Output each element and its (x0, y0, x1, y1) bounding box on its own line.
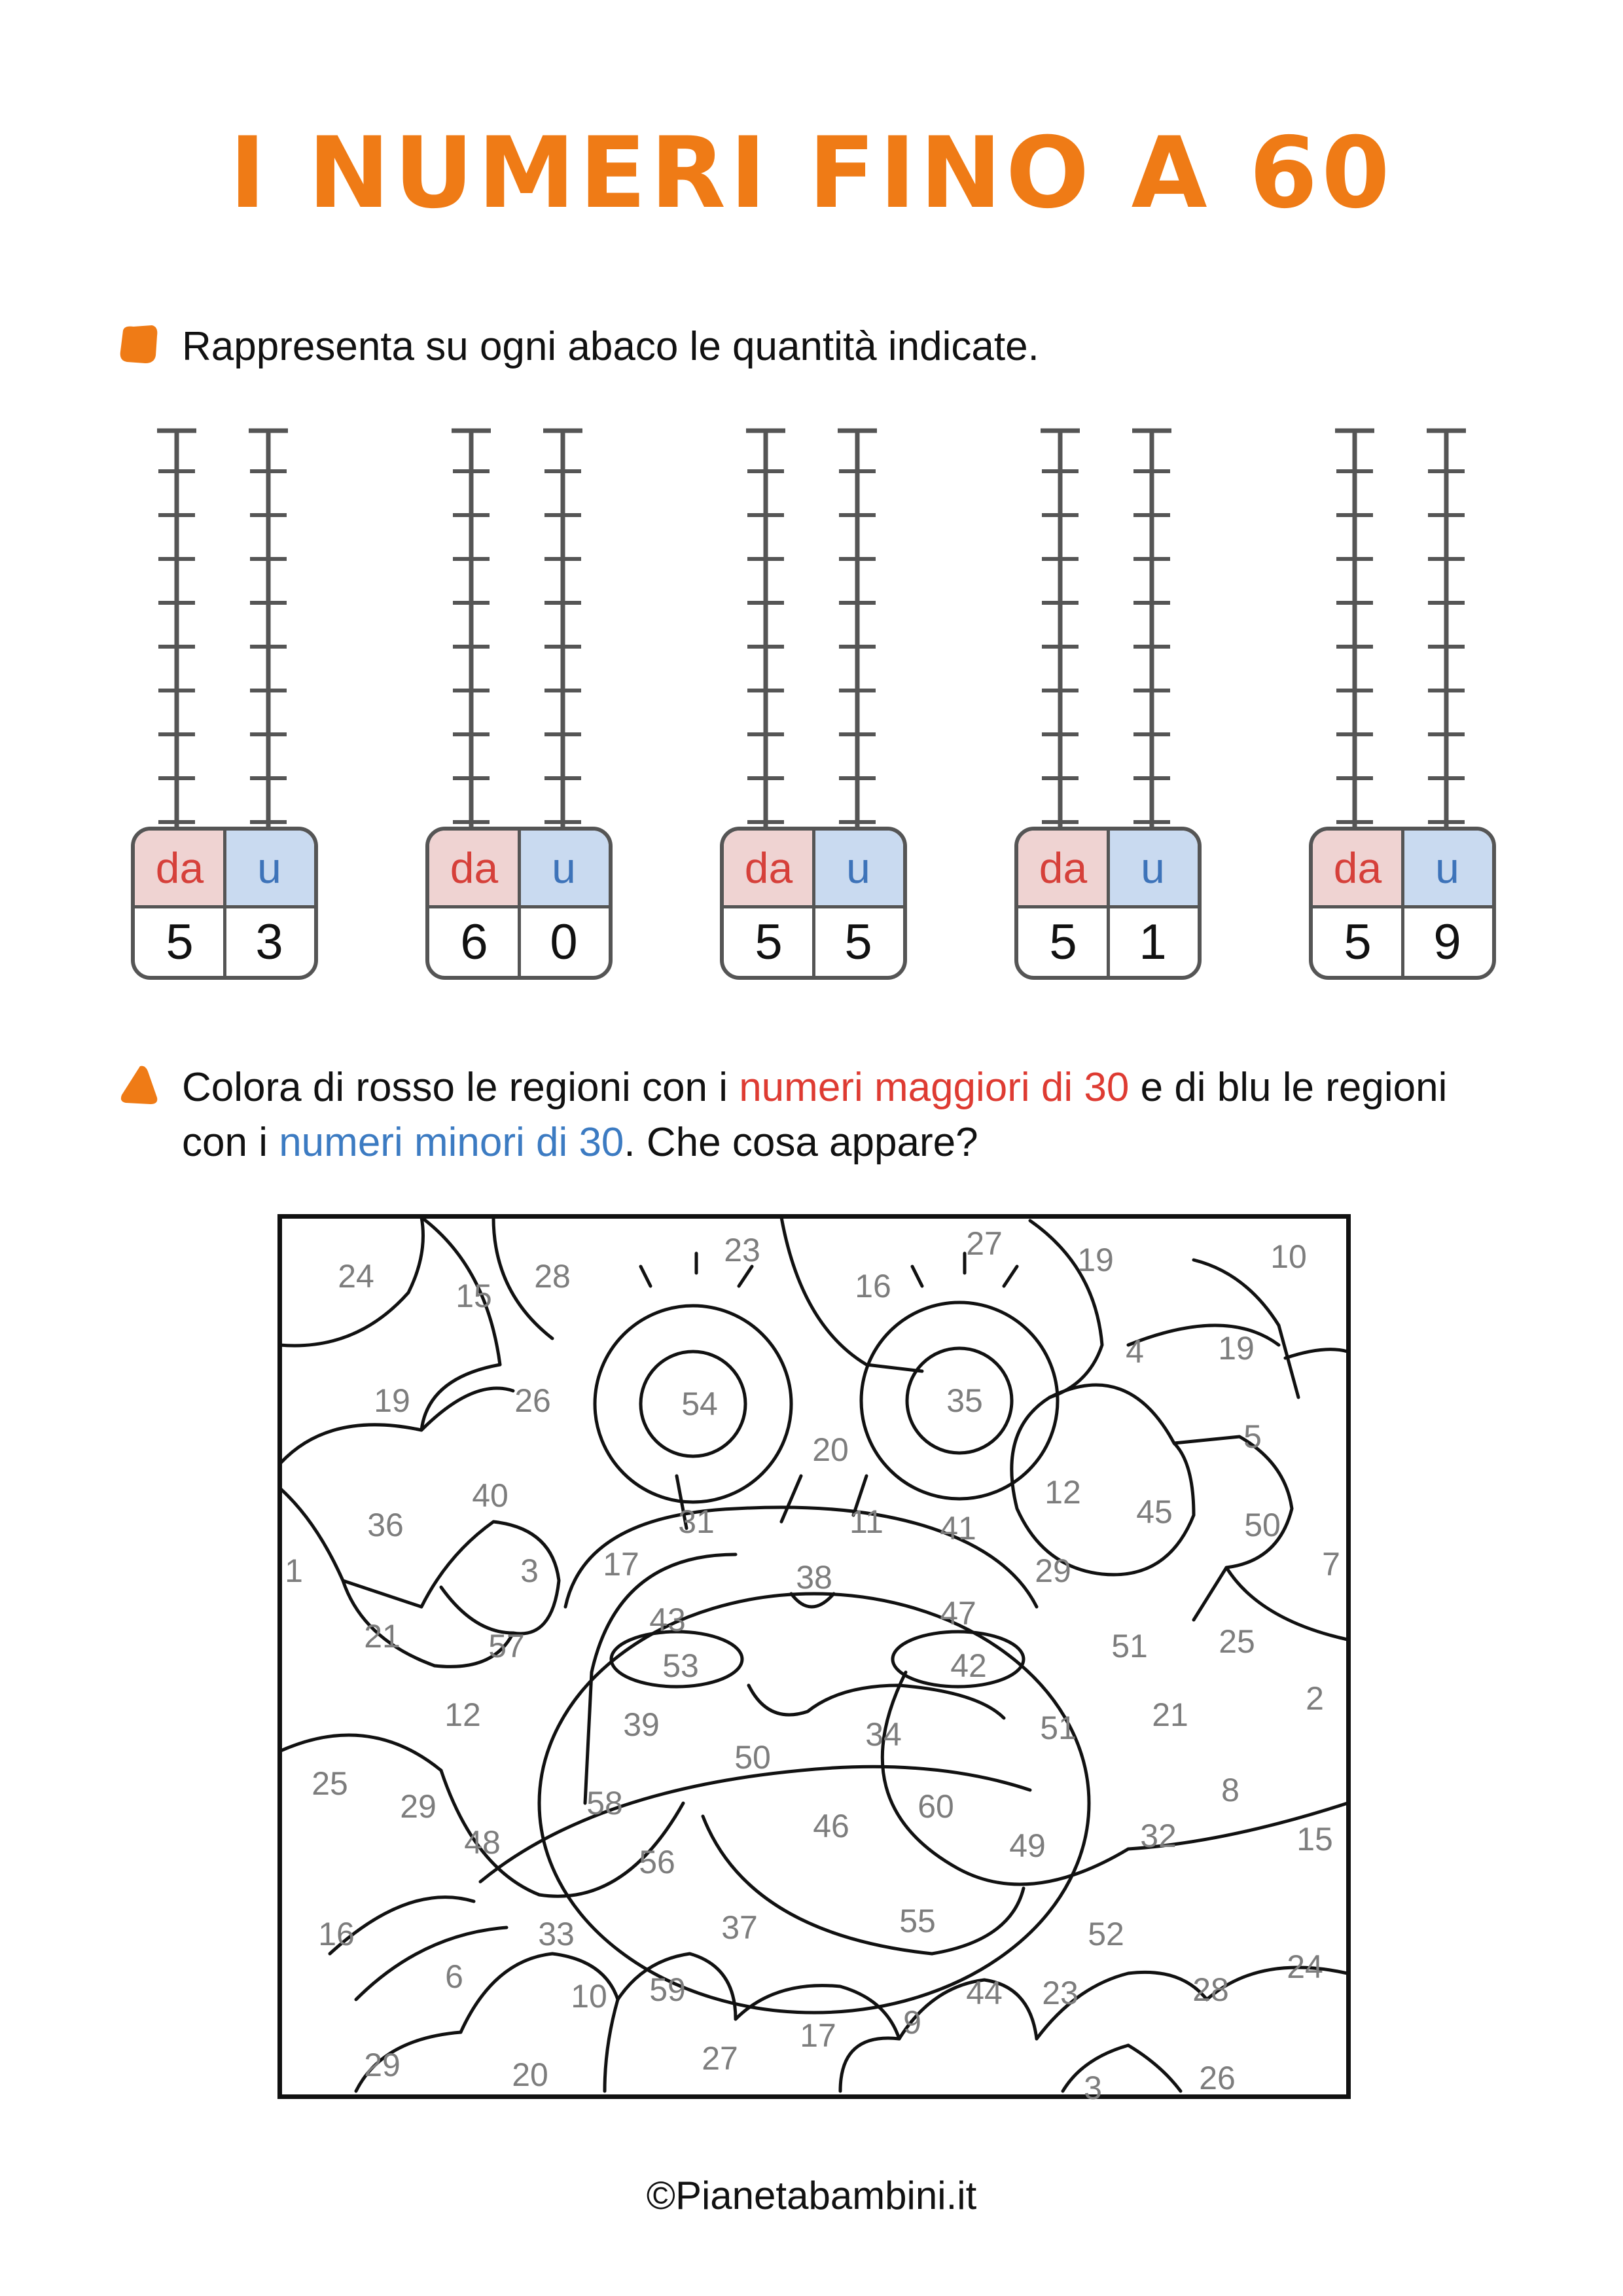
instruction-blue-highlight: numeri minori di 30 (279, 1120, 624, 1165)
region-number: 16 (855, 1268, 891, 1304)
region-number: 19 (1218, 1330, 1255, 1367)
region-number: 20 (512, 2056, 548, 2093)
region-number: 37 (721, 1909, 758, 1946)
abacus-value-box (1014, 827, 1202, 980)
region-number: 53 (662, 1647, 699, 1684)
region-number: 58 (586, 1785, 623, 1821)
instruction-red-highlight: numeri maggiori di 30 (739, 1065, 1130, 1110)
region-number: 9 (903, 2004, 921, 2041)
region-number: 42 (950, 1647, 987, 1684)
region-number: 35 (946, 1382, 983, 1419)
abacus-rods (720, 419, 916, 838)
region-number: 26 (1199, 2060, 1236, 2096)
region-number: 3 (520, 1552, 539, 1589)
region-number: 25 (1219, 1623, 1255, 1660)
units-header: u (1108, 831, 1198, 905)
region-number: 55 (899, 1903, 936, 1939)
region-number: 40 (472, 1477, 508, 1514)
region-number: 48 (464, 1824, 501, 1861)
region-number: 47 (940, 1595, 976, 1632)
picture-outlines (277, 1214, 1351, 2099)
instruction-text-3: . Che cosa appare? (624, 1120, 978, 1165)
region-number: 50 (734, 1739, 771, 1776)
region-number: 6 (445, 1958, 463, 1995)
region-number: 21 (364, 1618, 401, 1655)
units-header: u (1402, 831, 1492, 905)
region-number: 15 (1296, 1821, 1333, 1857)
color-by-number-picture (277, 1214, 1351, 2106)
region-number: 28 (1192, 1971, 1229, 2008)
region-number: 24 (338, 1258, 374, 1295)
region-number: 12 (1044, 1474, 1081, 1511)
region-number: 41 (940, 1510, 976, 1547)
region-number: 19 (374, 1382, 410, 1419)
tens-header: da (1313, 831, 1402, 905)
tens-header: da (724, 831, 813, 905)
region-number: 12 (444, 1696, 481, 1733)
region-number: 17 (603, 1546, 639, 1583)
abacus-2 (425, 419, 622, 995)
region-number: 52 (1088, 1916, 1124, 1952)
units-value: 3 (255, 914, 283, 970)
region-number: 44 (966, 1975, 1003, 2011)
region-number: 34 (865, 1716, 902, 1753)
orange-bullet-square-icon (118, 324, 160, 366)
abacus-rods (1014, 419, 1211, 838)
region-number: 17 (800, 2017, 836, 2054)
region-number: 4 (1126, 1333, 1144, 1370)
abacus-value-box (1309, 827, 1496, 980)
region-number: 10 (1270, 1238, 1307, 1275)
abacus-rods (131, 419, 327, 838)
abacus-1 (131, 419, 327, 995)
region-number: 49 (1009, 1827, 1046, 1864)
region-number: 5 (1243, 1418, 1262, 1455)
units-value: 1 (1139, 914, 1167, 970)
region-number: 26 (514, 1382, 551, 1419)
region-number: 11 (849, 1503, 883, 1540)
region-number: 7 (1322, 1546, 1340, 1583)
region-number: 32 (1140, 1818, 1177, 1854)
region-number: 43 (649, 1602, 686, 1638)
region-number: 51 (1111, 1628, 1148, 1664)
region-number: 29 (400, 1788, 437, 1825)
region-number: 50 (1244, 1507, 1281, 1543)
region-number: 56 (639, 1844, 675, 1880)
region-number: 60 (918, 1788, 954, 1825)
region-number: 20 (812, 1431, 849, 1468)
units-header: u (813, 831, 903, 905)
tens-value: 5 (1344, 914, 1372, 970)
region-number: 36 (367, 1507, 404, 1543)
region-number: 15 (455, 1278, 492, 1314)
region-number: 10 (571, 1978, 607, 2015)
abacus-4 (1014, 419, 1211, 995)
region-number: 51 (1040, 1710, 1077, 1746)
instruction-text-2: e di blu le regioni con i (182, 1065, 1448, 1165)
units-value: 9 (1433, 914, 1461, 970)
tens-value: 5 (166, 914, 194, 970)
tens-header: da (1018, 831, 1108, 905)
region-number: 57 (488, 1628, 525, 1664)
region-number: 1 (285, 1552, 303, 1589)
tens-value: 5 (755, 914, 783, 970)
region-number: 8 (1221, 1772, 1240, 1808)
units-value: 0 (550, 914, 578, 970)
region-number: 39 (623, 1706, 660, 1743)
region-number: 27 (702, 2040, 738, 2077)
units-header: u (519, 831, 609, 905)
abacus-rods (425, 419, 622, 838)
abacus-value-box (131, 827, 318, 980)
abacus-5 (1309, 419, 1505, 995)
region-number: 59 (649, 1971, 686, 2008)
region-number: 24 (1287, 1948, 1323, 1985)
instruction-abacus: Rappresenta su ogni abaco le quantità indicate. (182, 324, 1039, 369)
abacus-rods (1309, 419, 1505, 838)
instruction-text-1: Colora di rosso le regioni con i (182, 1065, 740, 1110)
tens-value: 6 (460, 914, 488, 970)
instruction-coloring (182, 1060, 1478, 1170)
page-title: I NUMERI FINO A 60 (229, 117, 1394, 230)
orange-bullet-triangle-icon (118, 1064, 160, 1107)
region-number: 16 (318, 1916, 355, 1952)
region-number: 29 (1035, 1552, 1071, 1589)
region-number: 29 (364, 2047, 401, 2083)
region-number: 2 (1306, 1680, 1324, 1717)
region-number: 27 (966, 1225, 1003, 1262)
abacus-value-box (425, 827, 613, 980)
region-number: 31 (678, 1503, 715, 1540)
region-number: 33 (538, 1916, 575, 1952)
region-number: 46 (813, 1808, 849, 1844)
region-number: 54 (681, 1386, 718, 1422)
units-header: u (224, 831, 314, 905)
region-number: 28 (534, 1258, 571, 1295)
tens-header: da (429, 831, 519, 905)
abacus-value-box (720, 827, 907, 980)
units-value: 5 (844, 914, 872, 970)
region-number: 21 (1152, 1696, 1188, 1733)
region-number: 25 (312, 1765, 348, 1802)
copyright-footer: ©Pianetabambini.it (646, 2174, 977, 2217)
abacus-3 (720, 419, 916, 995)
tens-header: da (135, 831, 224, 905)
region-number: 45 (1136, 1494, 1173, 1530)
tens-value: 5 (1049, 914, 1077, 970)
region-number: 19 (1077, 1242, 1114, 1278)
region-number: 23 (1042, 1975, 1079, 2011)
region-number: 38 (796, 1559, 832, 1596)
region-number: 23 (724, 1232, 760, 1268)
region-number: 3 (1084, 2070, 1102, 2106)
